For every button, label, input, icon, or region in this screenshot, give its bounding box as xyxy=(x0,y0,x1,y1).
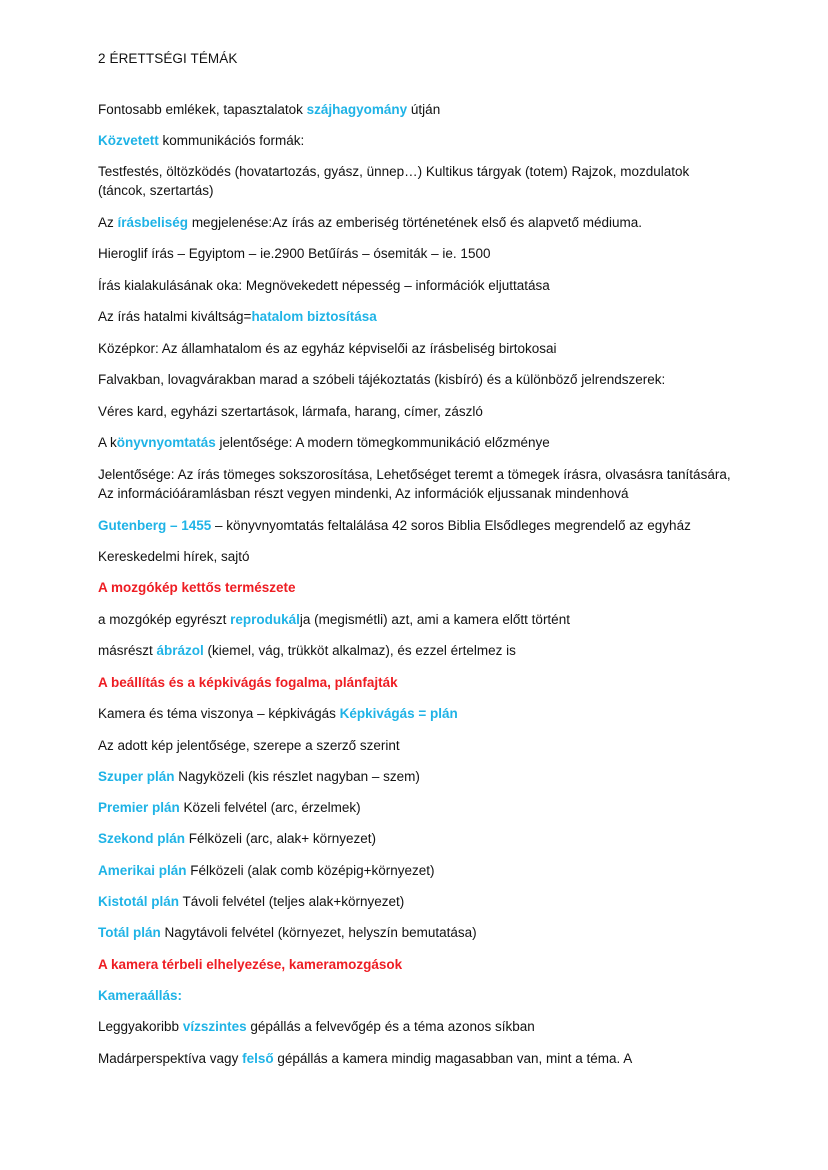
text-segment: Testfestés, öltözködés (hovatartozás, gyász, ünnep…) Kultikus tárgyak (totem) Rajzok, mozdulatok (táncok, szertartás) xyxy=(98,164,690,198)
text-segment: Az xyxy=(98,215,118,230)
text-line xyxy=(98,433,738,452)
text-segment: kommunikációs formák: xyxy=(158,133,305,148)
text-line xyxy=(98,1049,738,1068)
text-segment: Az írás hatalmi kiváltság= xyxy=(98,309,252,324)
text-line xyxy=(98,402,738,421)
highlight-term: Kistotál plán xyxy=(98,894,180,909)
text-line xyxy=(98,465,738,503)
text-line xyxy=(98,704,738,723)
highlight-term: hatalom biztosítása xyxy=(251,309,377,324)
text-segment: Kereskedelmi hírek, sajtó xyxy=(98,549,250,564)
text-segment: Leggyakoribb xyxy=(98,1019,183,1034)
text-segment: másrészt xyxy=(98,643,157,658)
text-line xyxy=(98,861,738,880)
text-line xyxy=(98,370,738,389)
highlight-term: Szuper plán xyxy=(98,769,175,784)
section-heading: A beállítás és a képkivágás fogalma, plánfajták xyxy=(98,675,398,690)
text-line xyxy=(98,244,738,263)
highlight-term: Gutenberg – 1455 xyxy=(98,518,212,533)
text-segment: Hieroglif írás – Egyiptom – ie.2900 Betűírás – ósemiták – ie. 1500 xyxy=(98,246,491,261)
text-segment: – könyvnyomtatás feltalálása 42 soros Biblia Elsődleges megrendelő az egyház xyxy=(211,518,691,533)
text-segment: Véres kard, egyházi szertartások, lármafa, harang, címer, zászló xyxy=(98,404,483,419)
text-segment: gépállás a kamera mindig magasabban van, mint a téma. A xyxy=(273,1051,633,1066)
text-line xyxy=(98,986,738,1005)
text-segment: Félközeli (alak comb középig+környezet) xyxy=(186,863,435,878)
text-line xyxy=(98,673,738,692)
text-segment: Írás kialakulásának oka: Megnövekedett népesség – információk eljuttatása xyxy=(98,278,550,293)
text-segment: gépállás a felvevőgép és a téma azonos síkban xyxy=(246,1019,535,1034)
text-line xyxy=(98,547,738,566)
highlight-term: önyvnyomtatás xyxy=(116,435,216,450)
text-segment: a mozgókép egyrészt xyxy=(98,612,231,627)
highlight-term: Közvetett xyxy=(98,133,159,148)
text-line xyxy=(98,339,738,358)
text-line xyxy=(98,578,738,597)
text-segment: jelentősége: A modern tömegkommunikáció előzménye xyxy=(215,435,550,450)
text-segment: Nagytávoli felvétel (környezet, helyszín bemutatása) xyxy=(160,925,477,940)
highlight-term: Totál plán xyxy=(98,925,161,940)
highlight-term: vízszintes xyxy=(182,1019,247,1034)
text-segment: Közeli felvétel (arc, érzelmek) xyxy=(179,800,361,815)
highlight-term: írásbeliség xyxy=(117,215,189,230)
text-segment: Madárperspektíva vagy xyxy=(98,1051,243,1066)
highlight-term: Amerikai plán xyxy=(98,863,187,878)
text-segment: megjelenése:Az írás az emberiség történetének első és alapvető médiuma. xyxy=(188,215,643,230)
text-segment: Falvakban, lovagvárakban marad a szóbeli tájékoztatás (kisbíró) és a különböző jelrendszerek: xyxy=(98,372,666,387)
highlight-term: reprodukál xyxy=(230,612,300,627)
text-line xyxy=(98,923,738,942)
text-line xyxy=(98,641,738,660)
text-segment: Nagyközeli (kis részlet nagyban – szem) xyxy=(174,769,420,784)
text-segment: Középkor: Az államhatalom és az egyház képviselői az írásbeliség birtokosai xyxy=(98,341,557,356)
highlight-term: felső xyxy=(242,1051,274,1066)
text-segment: Fontosabb emlékek, tapasztalatok xyxy=(98,102,307,117)
text-segment: Kamera és téma viszonya – képkivágás xyxy=(98,706,340,721)
highlight-term: Premier plán xyxy=(98,800,180,815)
text-line xyxy=(98,829,738,848)
highlight-term: ábrázol xyxy=(156,643,204,658)
highlight-term: Szekond plán xyxy=(98,831,186,846)
text-line xyxy=(98,892,738,911)
text-segment: Távoli felvétel (teljes alak+környezet) xyxy=(179,894,405,909)
text-line xyxy=(98,162,738,200)
text-line xyxy=(98,307,738,326)
highlight-term: szájhagyomány xyxy=(306,102,408,117)
text-line xyxy=(98,516,738,535)
text-segment: Az adott kép jelentősége, szerepe a szerző szerint xyxy=(98,738,400,753)
text-line xyxy=(98,736,738,755)
text-segment: ja (megismétli) azt, ami a kamera előtt történt xyxy=(299,612,570,627)
text-line xyxy=(98,131,738,150)
text-line xyxy=(98,798,738,817)
highlight-term: Kameraállás: xyxy=(98,988,183,1003)
text-segment: Félközeli (arc, alak+ környezet) xyxy=(185,831,376,846)
text-line xyxy=(98,767,738,786)
text-segment: A k xyxy=(98,435,117,450)
text-line xyxy=(98,955,738,974)
section-heading: A kamera térbeli elhelyezése, kameramozgások xyxy=(98,957,403,972)
highlight-term: Képkivágás = plán xyxy=(339,706,458,721)
text-line xyxy=(98,1017,738,1036)
text-line xyxy=(98,276,738,295)
text-segment: útján xyxy=(407,102,441,117)
page-header: 2 ÉRETTSÉGI TÉMÁK xyxy=(98,51,238,66)
section-heading: A mozgókép kettős természete xyxy=(98,580,296,595)
text-line xyxy=(98,213,738,232)
text-line xyxy=(98,610,738,629)
text-segment: (kiemel, vág, trükköt alkalmaz), és ezzel értelmez is xyxy=(203,643,516,658)
text-segment: Jelentősége: Az írás tömeges sokszorosítása, Lehetőséget teremt a tömegek írásra, olvasásra tanítására, Az információáramlásban részt vegyen mindenki, Az információk eljussanak mindenhová xyxy=(98,467,731,501)
text-line xyxy=(98,100,738,119)
